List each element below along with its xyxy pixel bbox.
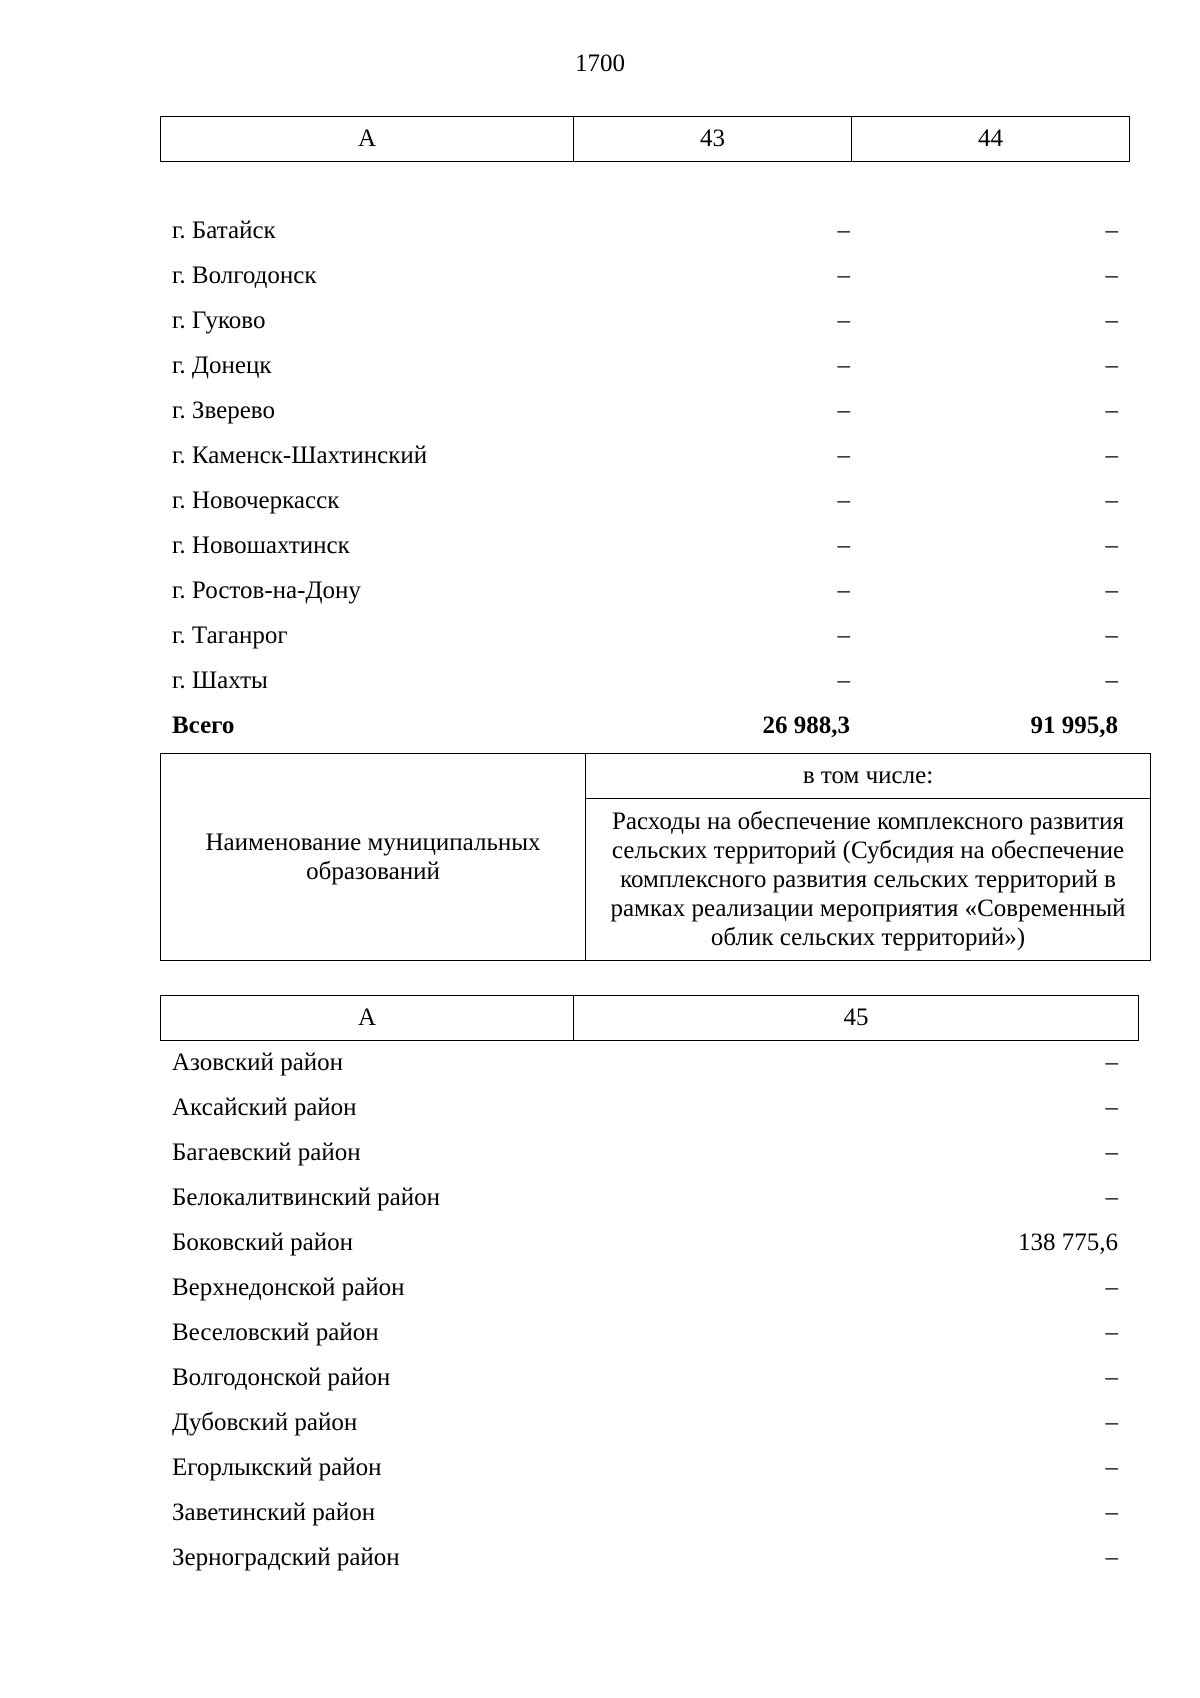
row-value-45: – xyxy=(1105,1454,1118,1481)
table-row xyxy=(160,298,1130,343)
table-row xyxy=(160,658,1130,703)
row-value-45: – xyxy=(1105,1094,1118,1121)
row-name: г. Зверево xyxy=(172,397,275,424)
row-name: г. Волгодонск xyxy=(172,262,317,289)
row-name: г. Каменск-Шахтинский xyxy=(172,442,428,469)
row-name: г. Новошахтинск xyxy=(172,532,350,559)
row-name: г. Гуково xyxy=(172,307,266,334)
row-name: Азовский район xyxy=(172,1049,344,1076)
row-value-43: – xyxy=(837,532,850,559)
total-row xyxy=(160,703,1130,748)
row-value-43: – xyxy=(837,577,850,604)
table-row xyxy=(160,343,1130,388)
row-value-45: – xyxy=(1105,1139,1118,1166)
column-index-44: 44 xyxy=(852,117,1130,162)
table-row xyxy=(160,433,1130,478)
row-value-45: – xyxy=(1105,1184,1118,1211)
row-value-43: – xyxy=(837,217,850,244)
table-row xyxy=(160,253,1130,298)
row-value-44: – xyxy=(1105,262,1118,289)
row-value-44: – xyxy=(1105,667,1118,694)
row-value-43: – xyxy=(837,397,850,424)
page-number: 1700 xyxy=(575,50,625,77)
row-name: Заветинский район xyxy=(172,1499,376,1526)
row-value-44: – xyxy=(1105,442,1118,469)
row-value-45: – xyxy=(1105,1364,1118,1391)
row-name: Белокалитвинский район xyxy=(172,1184,440,1211)
table-row xyxy=(160,1220,1130,1265)
table-row xyxy=(160,1400,1130,1445)
column-index-43: 43 xyxy=(574,117,852,162)
row-value-44: – xyxy=(1105,622,1118,649)
row-name: г. Новочеркасск xyxy=(172,487,340,514)
header-expense-description: Расходы на обеспечение комплексного развития сельских территорий (Субсидия на обеспечение комплексного развития сельских территорий в рамках реализации мероприятия «Современный облик сельских территорий») xyxy=(586,799,1151,961)
column-index-header-1 xyxy=(160,116,1130,162)
header-including: в том числе: xyxy=(586,754,1151,799)
table1-rows xyxy=(160,208,1130,748)
row-name: Волгодонской район xyxy=(172,1364,391,1391)
column-index-45: 45 xyxy=(574,996,1139,1041)
table-row xyxy=(160,1445,1130,1490)
table-row xyxy=(160,1535,1130,1580)
column-index-header-2 xyxy=(160,995,1139,1041)
row-value-45: – xyxy=(1105,1409,1118,1436)
column-index-a: А xyxy=(161,117,574,162)
total-value-43: 26 988,3 xyxy=(762,712,850,739)
table2-rows xyxy=(160,1040,1130,1580)
row-value-44: – xyxy=(1105,487,1118,514)
row-name: г. Таганрог xyxy=(172,622,288,649)
row-name: Дубовский район xyxy=(172,1409,358,1436)
total-label: Всего xyxy=(172,712,235,739)
row-value-44: – xyxy=(1105,217,1118,244)
row-name: Боковский район xyxy=(172,1229,353,1256)
table-row xyxy=(160,208,1130,253)
row-value-44: – xyxy=(1105,532,1118,559)
row-value-43: – xyxy=(837,262,850,289)
row-name: г. Шахты xyxy=(172,667,268,694)
table-row xyxy=(160,1040,1130,1085)
row-value-45: – xyxy=(1105,1274,1118,1301)
table-row xyxy=(160,1130,1130,1175)
row-name: г. Ростов-на-Дону xyxy=(172,577,361,604)
table-row xyxy=(160,1175,1130,1220)
row-value-45: – xyxy=(1105,1049,1118,1076)
row-name: г. Донецк xyxy=(172,352,272,379)
row-name: Егорлыкский район xyxy=(172,1454,382,1481)
row-value-43: – xyxy=(837,622,850,649)
table-row xyxy=(160,523,1130,568)
row-name: г. Батайск xyxy=(172,217,276,244)
row-name: Аксайский район xyxy=(172,1094,357,1121)
row-value-44: – xyxy=(1105,352,1118,379)
row-value-43: – xyxy=(837,307,850,334)
row-value-45: 138 775,6 xyxy=(1018,1229,1118,1256)
row-name: Верхнедонской район xyxy=(172,1274,405,1301)
table-row xyxy=(160,388,1130,433)
table2-header xyxy=(160,753,1151,961)
row-name: Багаевский район xyxy=(172,1139,361,1166)
row-value-44: – xyxy=(1105,307,1118,334)
table-row xyxy=(160,1310,1130,1355)
table-row xyxy=(160,568,1130,613)
row-value-45: – xyxy=(1105,1499,1118,1526)
row-value-43: – xyxy=(837,352,850,379)
table-row xyxy=(160,1085,1130,1130)
table-row xyxy=(160,613,1130,658)
table-row xyxy=(160,478,1130,523)
total-value-44: 91 995,8 xyxy=(1030,712,1118,739)
row-name: Зерноградский район xyxy=(172,1544,400,1571)
row-value-43: – xyxy=(837,667,850,694)
row-value-44: – xyxy=(1105,397,1118,424)
row-value-45: – xyxy=(1105,1319,1118,1346)
row-value-43: – xyxy=(837,442,850,469)
row-value-45: – xyxy=(1105,1544,1118,1571)
row-name: Веселовский район xyxy=(172,1319,379,1346)
table-row xyxy=(160,1265,1130,1310)
row-value-44: – xyxy=(1105,577,1118,604)
header-municipality-name: Наименование муниципальных образований xyxy=(161,754,586,961)
table-row xyxy=(160,1490,1130,1535)
table-row xyxy=(160,1355,1130,1400)
column-index-a: А xyxy=(161,996,574,1041)
row-value-43: – xyxy=(837,487,850,514)
